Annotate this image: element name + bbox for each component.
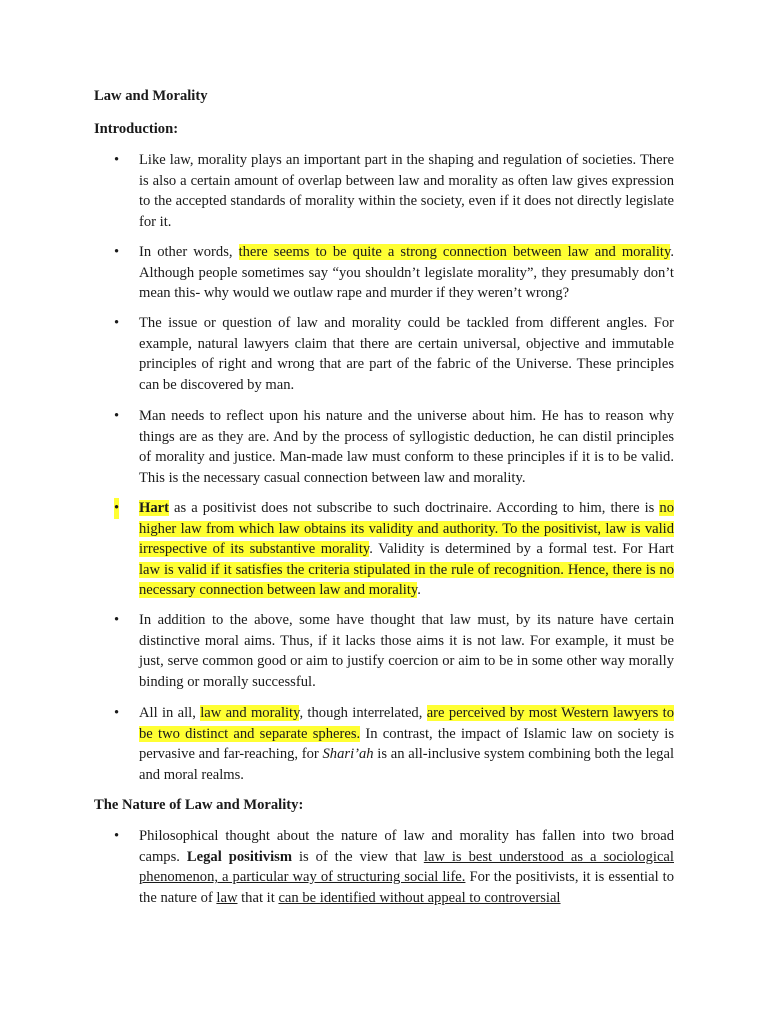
highlighted-text: law and morality	[200, 705, 300, 721]
text-run: . Although people sometimes say “you shouldn’t legislate morality”, they presumably don’t mean this- why would we outlaw rape and murder if they weren’t wrong?	[139, 244, 674, 302]
text-run: , though interrelated,	[299, 705, 427, 721]
underlined-text: law	[216, 889, 238, 906]
bullet-marker: •	[114, 408, 120, 424]
text-run: as a positivist does not subscribe to such doctrinaire. According to him, there is	[169, 500, 660, 516]
bullet-item	[94, 610, 674, 692]
text-run: that it	[237, 889, 279, 906]
text-run: In contrast, the impact of Islamic law on society is pervasive and far-reaching, for	[139, 725, 675, 763]
underlined-text: law is best understood as a sociological phenomenon, a particular way of structuring social life.	[139, 848, 674, 886]
text-run: is an all-inclusive system combining both the legal and moral realms.	[139, 746, 674, 783]
text-run: For the positivists, it is essential to the nature of	[139, 869, 675, 906]
paragraph-text	[139, 498, 674, 601]
nature-heading: The Nature of Law and Morality:	[94, 797, 304, 813]
bullet-item	[94, 150, 674, 232]
text-run: . Validity is determined by a formal test. For Hart	[369, 541, 674, 558]
bullet-marker: •	[114, 828, 120, 844]
bullet-item	[94, 242, 674, 304]
text-run: All in all,	[139, 705, 201, 721]
paragraph-text	[139, 826, 674, 908]
bullet-marker: •	[114, 244, 120, 260]
bullet-marker: •	[114, 705, 120, 721]
highlighted-text: no higher law from which law obtains its validity and authority. To the positivist, law is valid irrespective of its substantive morality	[139, 500, 674, 558]
document-title: Law and Morality	[94, 88, 208, 104]
bullet-item	[94, 826, 674, 908]
paragraph-text	[139, 406, 674, 488]
text-run: Man needs to reflect upon his nature and the universe about him. He has to reason why things are as they are. And by the process of syllogistic deduction, he can distil principles of morality and justice. Man-made law must conform to these principles if it is to be valid. This is the necessary casual connection between law and morality.	[139, 408, 674, 486]
bullet-item	[94, 703, 674, 785]
text-run: The issue or question of law and morality could be tackled from different angles. For example, natural lawyers claim that there are certain universal, objective and immutable principles of right and wrong that are part of the fabric of the Universe. These principles can be discovered by man.	[139, 315, 674, 393]
bullet-item	[94, 313, 674, 395]
text-run: In addition to the above, some have thought that law must, by its nature have certain distinctive moral aims. Thus, if it lacks those aims it is not law. For example, it must be just, serve common good or aim to justify coercion or aim to be in some other way morally binding or morally successful.	[139, 612, 674, 690]
text-run: Like law, morality plays an important part in the shaping and regulation of societies. There is also a certain amount of overlap between law and morality as often law gives expression to the accepted standards of morality within the society, even if it does not directly legislate for it.	[139, 152, 674, 230]
bold-term: Hart	[139, 500, 169, 516]
bullet-marker: •	[114, 498, 119, 519]
introduction-heading: Introduction:	[94, 121, 179, 137]
highlighted-text: law is valid if it satisfies the criteria stipulated in the rule of recognition. Hence, there is no necessary connection between law and morality	[139, 561, 674, 599]
text-run: In other words,	[139, 244, 239, 260]
paragraph-text	[139, 313, 674, 395]
text-run: Philosophical thought about the nature of law and morality has fallen into two broad camps.	[139, 828, 674, 865]
bullet-item	[94, 406, 674, 488]
text-run: is of the view that	[292, 848, 424, 865]
bullet-marker: •	[114, 612, 120, 628]
bullet-item	[94, 498, 674, 601]
bullet-marker: •	[114, 152, 120, 168]
italic-term: Shari’ah	[322, 746, 374, 763]
paragraph-text	[139, 610, 674, 692]
paragraph-text	[139, 150, 674, 232]
highlighted-text: there seems to be quite a strong connection between law and morality	[238, 244, 671, 260]
bold-term: Legal positivism	[186, 848, 292, 865]
text-run: .	[417, 582, 421, 599]
paragraph-text	[139, 242, 674, 304]
underlined-text: can be identified without appeal to controversial	[278, 889, 561, 906]
highlighted-text: are perceived by most Western lawyers to be two distinct and separate spheres.	[139, 705, 674, 742]
paragraph-text	[139, 703, 674, 785]
bullet-marker: •	[114, 315, 120, 331]
